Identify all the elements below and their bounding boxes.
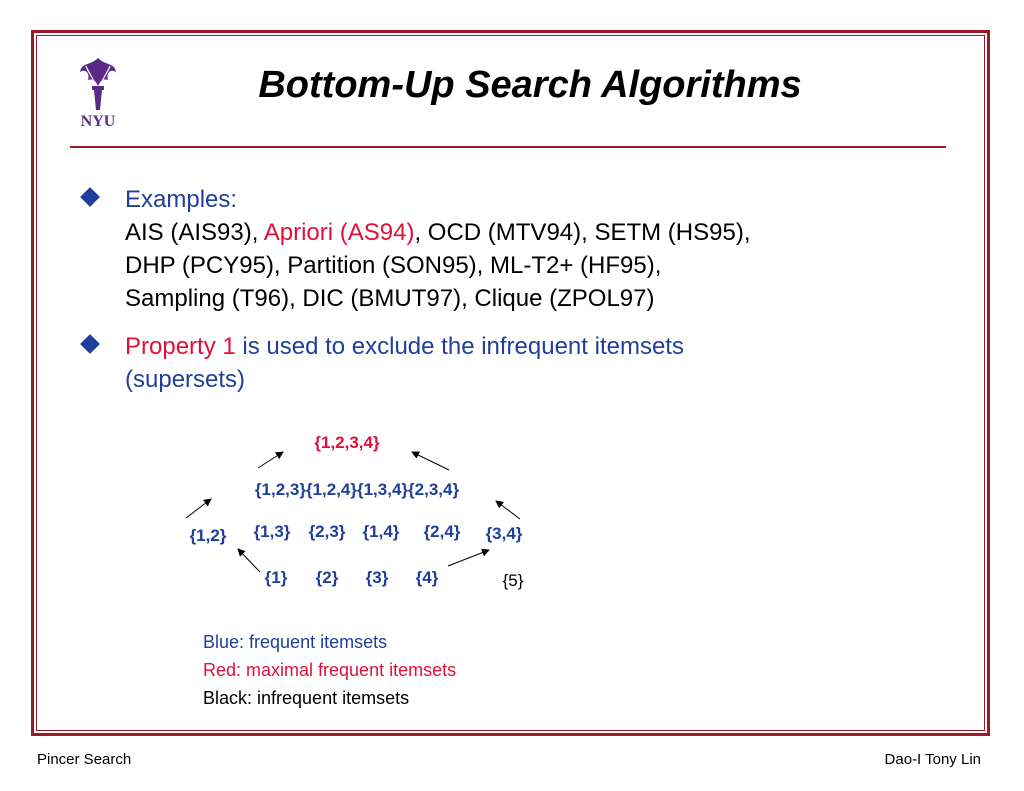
- legend-blue: Blue: frequent itemsets: [203, 632, 388, 652]
- itemset-13: {1,3}: [253, 522, 291, 541]
- itemset-24: {2,4}: [423, 522, 461, 541]
- examples-line-3: Sampling (T96), DIC (BMUT97), Clique (ZPOL97): [125, 285, 655, 312]
- examples-line-1-end: , OCD (MTV94), SETM (HS95),: [414, 219, 751, 246]
- arrow-level1-to-level2-left: [238, 549, 260, 572]
- legend-black: Black: infrequent itemsets: [203, 688, 410, 708]
- footer-left: Pincer Search: [37, 751, 132, 768]
- footer-right: Dao-I Tony Lin: [884, 751, 981, 768]
- itemsets-level-3: {1,2,3}{1,2,4}{1,3,4}{2,3,4}: [254, 480, 460, 499]
- arrow-level1-to-level2-right: [448, 550, 489, 566]
- itemset-34: {3,4}: [485, 524, 523, 543]
- nyu-logo-text: NYU: [80, 113, 116, 130]
- itemset-1234: {1,2,3,4}: [314, 433, 380, 452]
- property-highlight: Property 1: [125, 333, 236, 360]
- property-text: is used to exclude the infrequent itemsets: [235, 333, 684, 360]
- color-legend: [203, 628, 456, 712]
- itemset-5: {5}: [502, 571, 524, 590]
- itemset-1: {1}: [264, 568, 288, 587]
- slide-title: Bottom-Up Search Algorithms: [258, 64, 802, 106]
- itemset-4: {4}: [415, 568, 439, 587]
- itemset-2: {2}: [315, 568, 339, 587]
- legend-red: Red: maximal frequent itemsets: [203, 660, 457, 680]
- itemset-3: {3}: [365, 568, 389, 587]
- arrow-level3-to-top-right: [412, 452, 449, 470]
- itemset-23: {2,3}: [308, 522, 346, 541]
- examples-line-2: DHP (PCY95), Partition (SON95), ML-T2+ (HF95),: [125, 252, 662, 279]
- apriori-highlight: Apriori (AS94): [263, 219, 415, 246]
- arrow-level2-to-level3-right: [496, 501, 520, 519]
- examples-heading: Examples:: [125, 186, 238, 213]
- arrow-level3-to-top-left: [258, 452, 283, 468]
- arrow-level2-to-level3-left: [186, 499, 211, 518]
- examples-line-1-start: AIS (AIS93),: [125, 219, 264, 246]
- itemset-12: {1,2}: [189, 526, 227, 545]
- property-line-2: (supersets): [125, 366, 246, 393]
- itemset-14: {1,4}: [362, 522, 400, 541]
